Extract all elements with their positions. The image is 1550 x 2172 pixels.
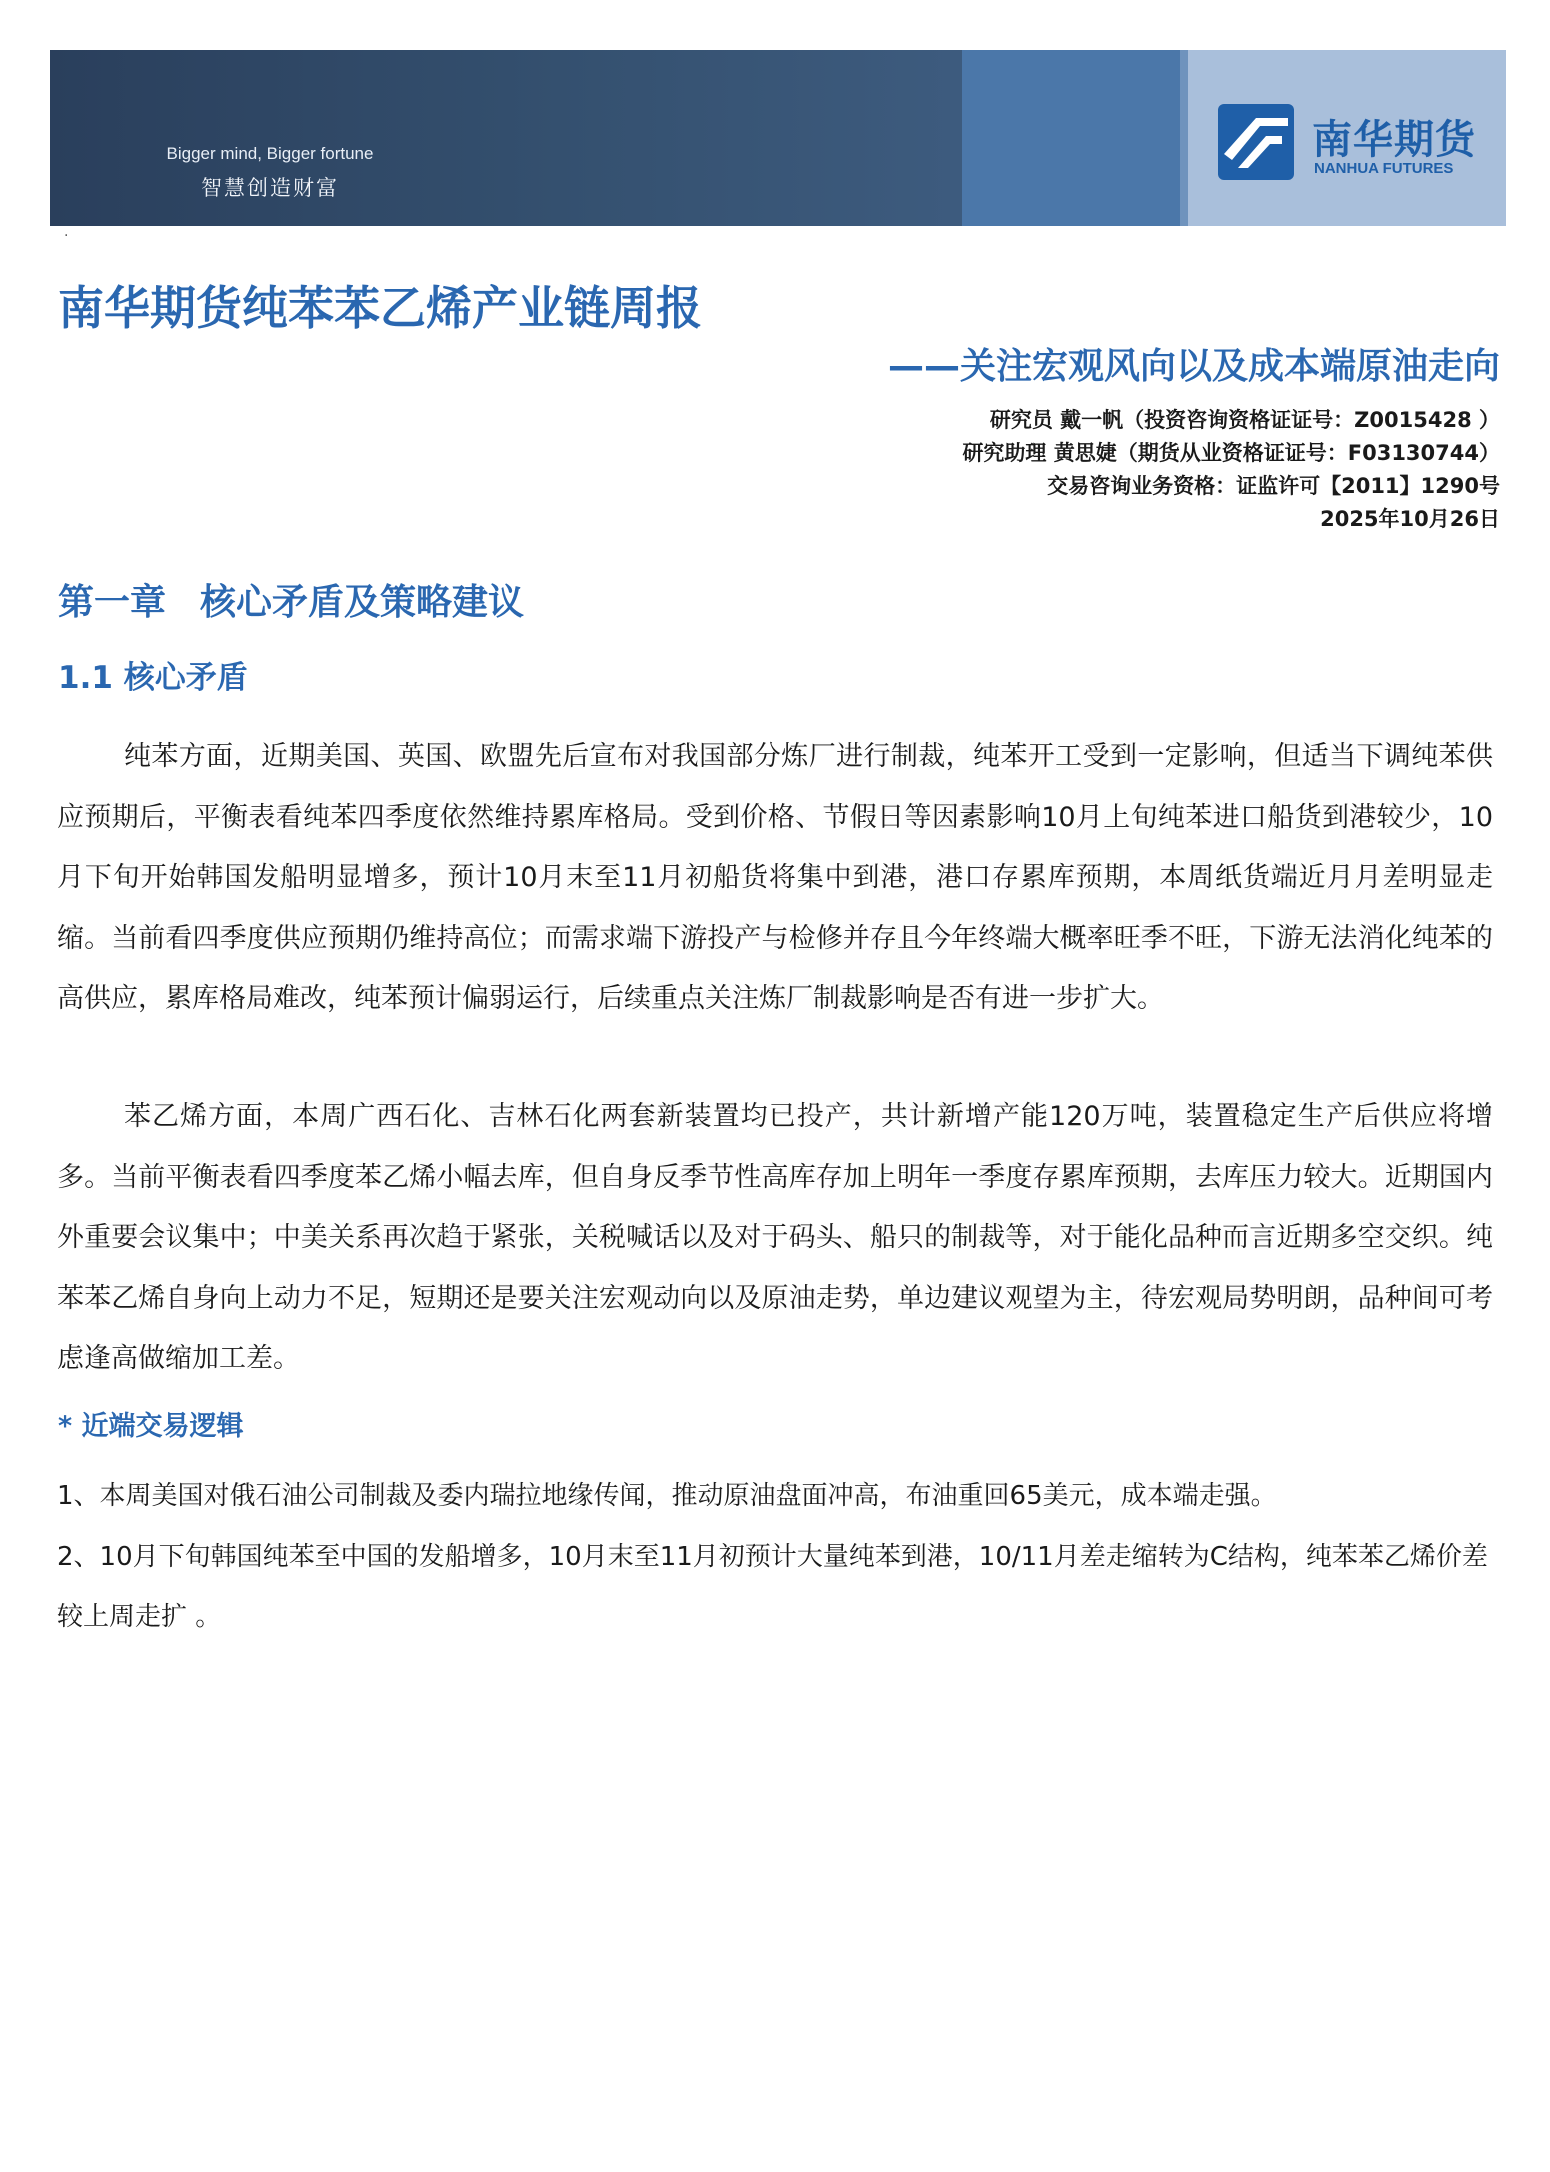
banner-divider	[1180, 50, 1188, 226]
paragraph-benzene: 纯苯方面，近期美国、英国、欧盟先后宣布对我国部分炼厂进行制裁，纯苯开工受到一定影响，但适当下调纯苯供应预期后，平衡表看纯苯四季度依然维持累库格局。受到价格、节假日等因素影响10月上旬纯苯进口船货到港较少，10月下旬开始韩国发船明显增多，预计10月末至11月初船货将集中到港，港口存累库预期，本周纸货端近月月差明显走缩。当前看四季度供应预期仍维持高位；而需求端下游投产与检修并存且今年终端大概率旺季不旺，下游无法消化纯苯的高供应，累库格局难改，纯苯预计偏弱运行，后续重点关注炼厂制裁影响是否有进一步扩大。	[57, 741, 1493, 1014]
license-line: 交易咨询业务资格：证监许可【2011】1290号	[1047, 474, 1500, 498]
logic-list	[57, 1466, 1493, 1648]
paragraph-styrene: 苯乙烯方面，本周广西石化、吉林石化两套新装置均已投产，共计新增产能120万吨，装置稳定生产后供应将增多。当前平衡表看四季度苯乙烯小幅去库，但自身反季节性高库存加上明年一季度存累库预期，去库压力较大。近期国内外重要会议集中；中美关系再次趋于紧张，关税喊话以及对于码头、船只的制裁等，对于能化品种而言近期多空交织。纯苯苯乙烯自身向上动力不足，短期还是要关注宏观动向以及原油走势，单边建议观望为主，待宏观局势明朗，品种间可考虑逢高做缩加工差。	[57, 1101, 1493, 1374]
header-banner	[50, 50, 1506, 226]
logo-wordmark-english: NANHUA FUTURES	[1314, 160, 1454, 177]
section-heading: 1.1 核心矛盾	[58, 660, 248, 696]
report-subtitle: ——关注宏观风向以及成本端原油走向	[887, 346, 1500, 387]
assistant-line: 研究助理 黄思婕（期货从业资格证证号：F03130744）	[962, 441, 1500, 465]
chapter-heading	[58, 574, 524, 625]
report-date: 2025年10月26日	[1320, 507, 1500, 531]
logic-item: 2、10月下旬韩国纯苯至中国的发船增多，10月末至11月初预计大量纯苯到港，10/11月差走缩转为C结构，纯苯苯乙烯价差较上周走扩 。	[57, 1541, 1488, 1632]
logic-item: 1、本周美国对俄石油公司制裁及委内瑞拉地缘传闻，推动原油盘面冲高，布油重回65美元，成本端走强。	[57, 1481, 1277, 1511]
chapter-number: 第一章	[58, 582, 167, 623]
banner-panel-mid	[962, 50, 1180, 226]
chapter-title: 核心矛盾及策略建议	[200, 582, 525, 623]
analyst-line: 研究员 戴一帆（投资咨询资格证证号：Z0015428 ）	[989, 408, 1500, 432]
slogan-chinese: 智慧创造财富	[201, 176, 339, 200]
logic-heading: * 近端交易逻辑	[58, 1411, 244, 1442]
logo-wordmark-chinese: 南华期货	[1312, 117, 1476, 163]
report-meta	[962, 404, 1500, 536]
slogan-english: Bigger mind, Bigger fortune	[166, 144, 374, 163]
nanhua-logo-icon	[1218, 104, 1294, 180]
page-mark: ·	[64, 228, 69, 244]
report-title: 南华期货纯苯苯乙烯产业链周报	[58, 281, 702, 335]
